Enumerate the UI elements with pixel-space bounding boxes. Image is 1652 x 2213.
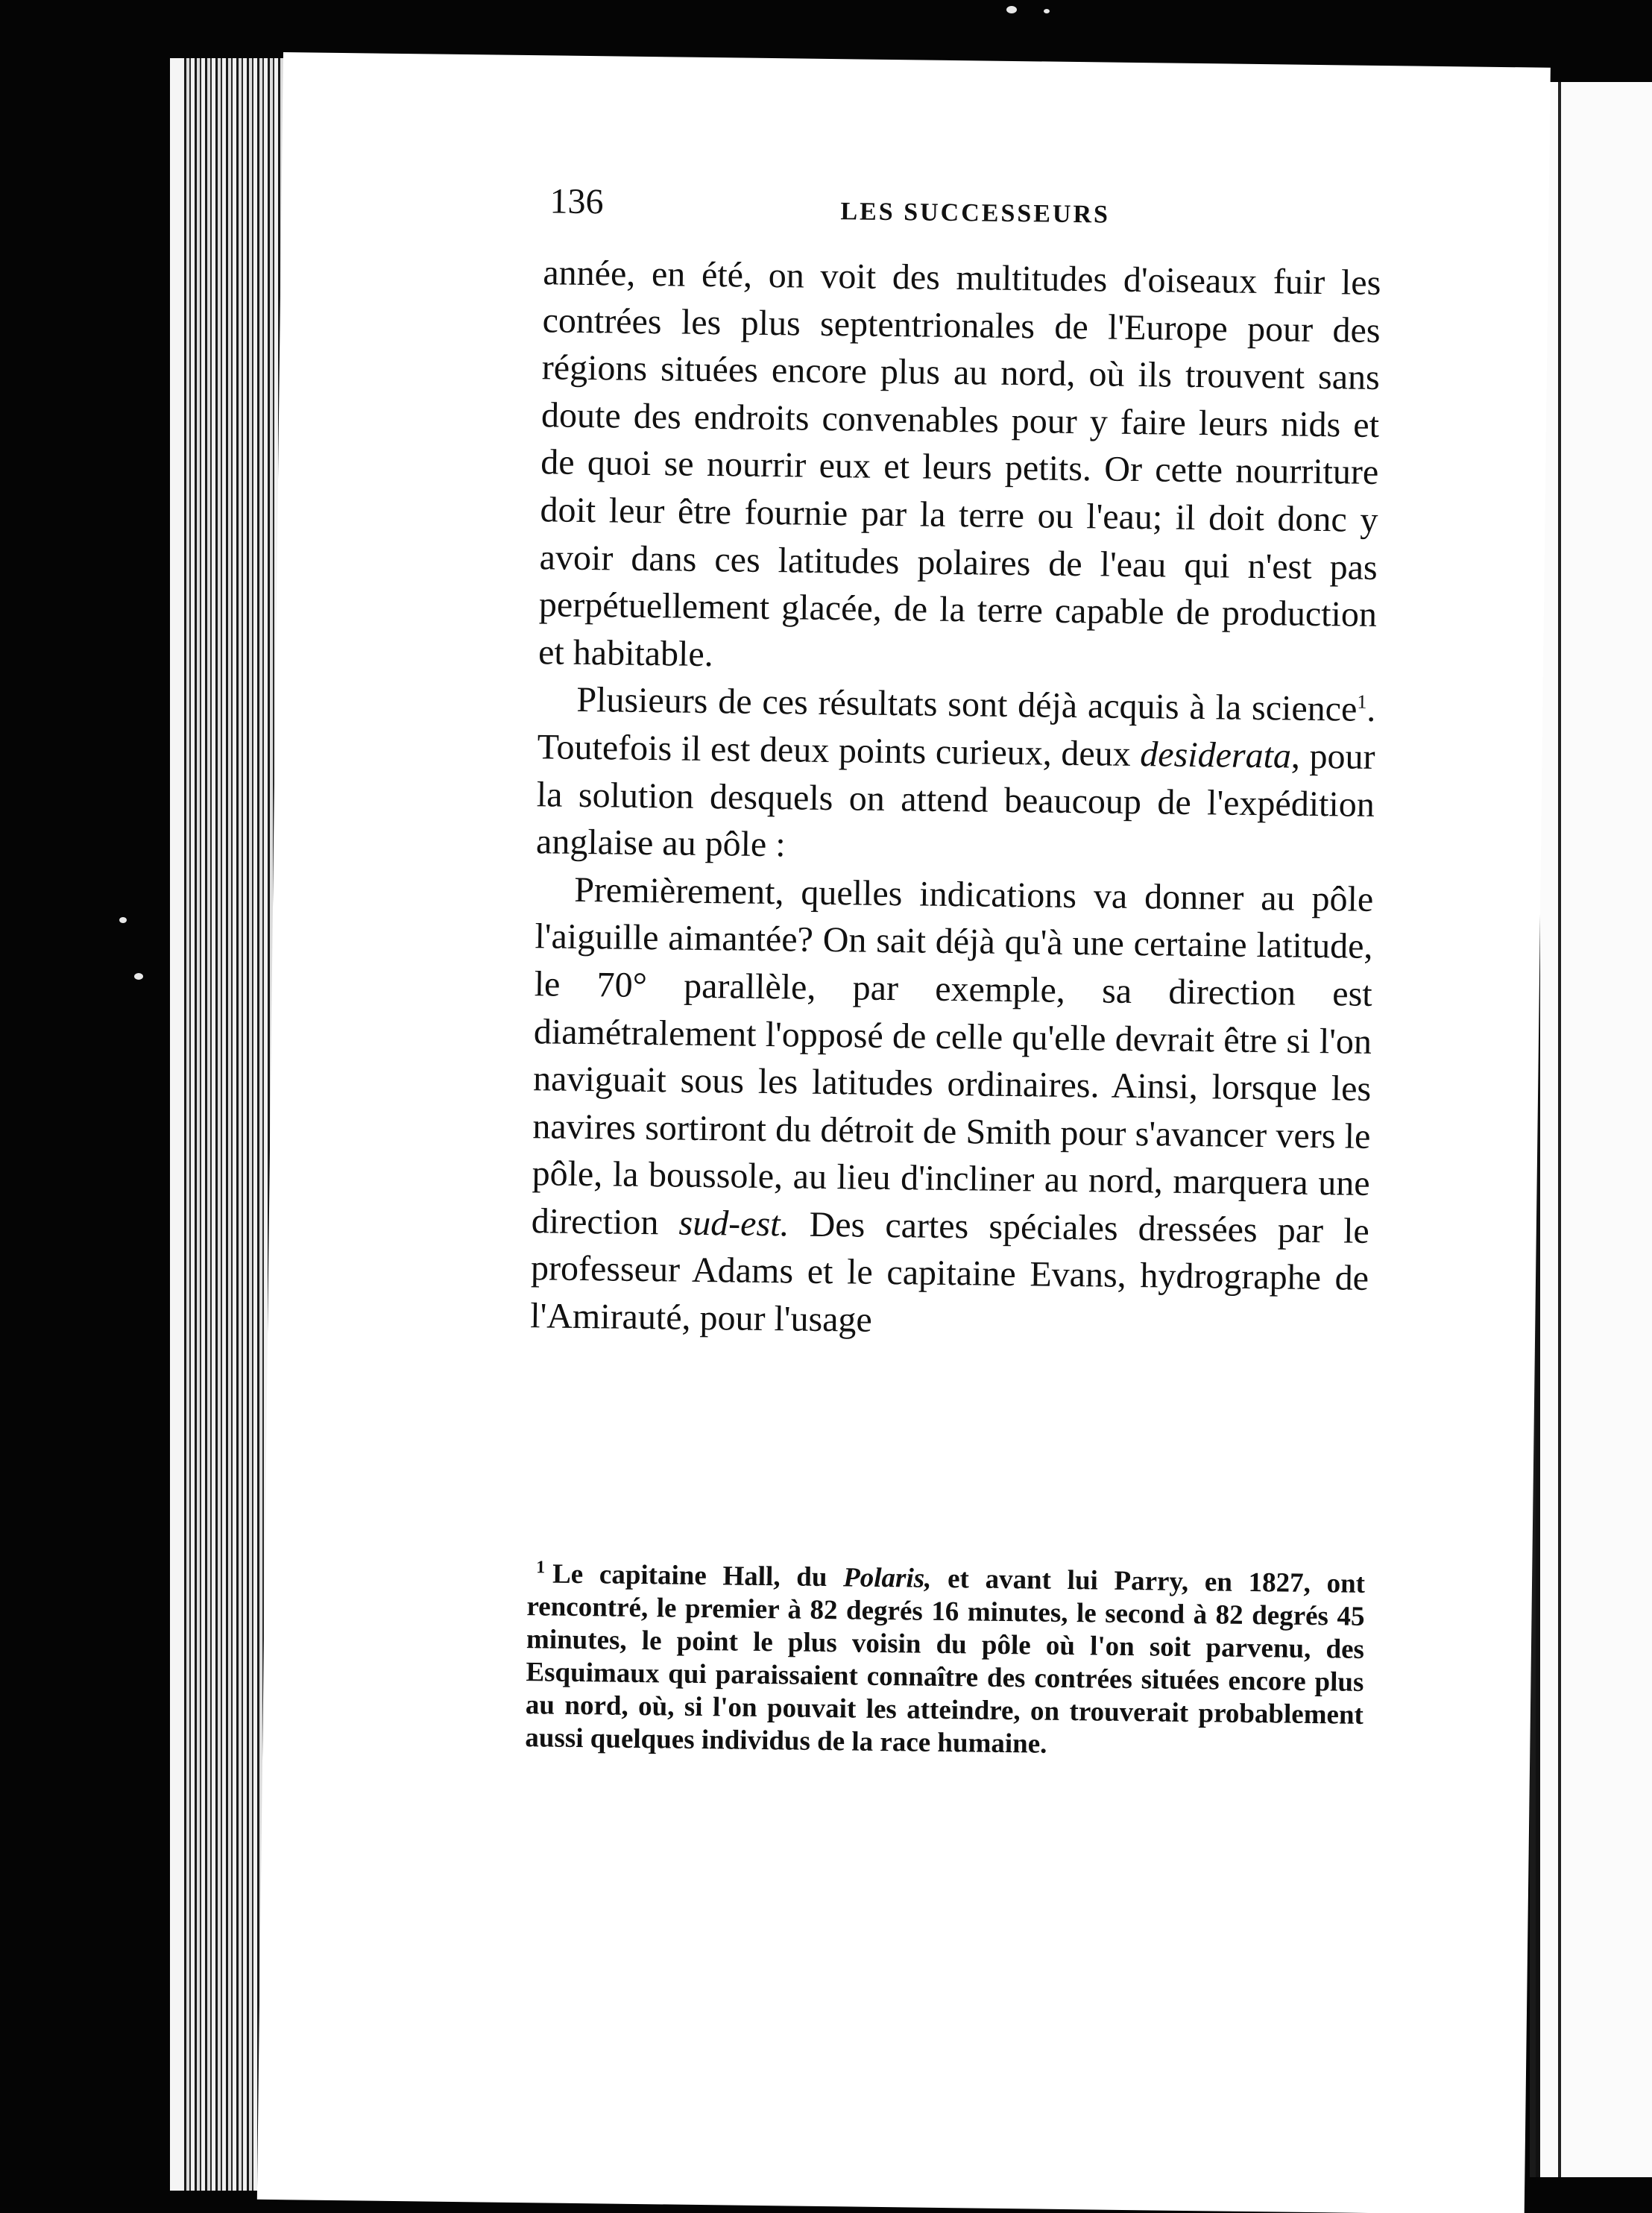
footnotes: [525, 1558, 1365, 1765]
facing-page-border: [1558, 82, 1561, 2177]
paragraph-text: Plusieurs de ces résultats sont déjà acquis à la science: [576, 680, 1358, 730]
footnote: [525, 1558, 1365, 1765]
dust-speck: [1006, 6, 1017, 13]
page-header: [549, 180, 1534, 252]
running-head: LES SUCCESSEURS: [840, 198, 1111, 229]
page-number: 136: [549, 181, 604, 222]
dust-speck: [1044, 9, 1050, 13]
book-page: [257, 52, 1551, 2213]
paragraph-text: Premièrement, quelles indications va donner au pôle l'aiguille aimantée? On sait déjà qu'à une certaine latitude, le 70° parallèle, par exemple, sa direction est diamétralement l'opposé de celle qu'elle devrait être si l'on naviguait sous les latitudes ordinaires. Ainsi, lorsque les navires sortiront du détroit de Smith pour s'avancer vers le pôle, la boussole, au lieu d'incliner au nord, marquera une direction: [531, 869, 1374, 1243]
paragraph-text: année, en été, on voit des multitudes d'oiseaux fuir les contrées les plus septentrionales de l'Europe pour des régions situées encore plus au nord, où ils trouvent sans doute des endroits convenables pour y faire leurs nids et de quoi se nourrir eux et leurs petits. Or cette nourriture doit leur être fournie par la terre ou l'eau; il doit donc y avoir dans ces latitudes polaires de l'eau qui n'est pas perpétuellement glacée, de la terre capable de production et habitable.: [537, 253, 1381, 674]
paragraph-text: Des cartes spéciales dressées par le professeur Adams et le capitaine Evans, hydrographe de l'Amirauté, pour l'usage: [529, 1204, 1370, 1340]
facing-page-edge: [1536, 82, 1652, 2177]
paragraph: [538, 249, 1381, 686]
body-text: [530, 249, 1381, 1350]
dust-speck: [134, 973, 143, 980]
footnote-number: 1: [536, 1557, 546, 1578]
footnote-text: Le capitaine Hall, du: [552, 1558, 844, 1593]
dust-speck: [119, 917, 127, 923]
italic-text: Polaris,: [842, 1562, 932, 1594]
book-edge: [170, 58, 183, 2191]
footnote-reference: 1: [1357, 691, 1367, 714]
paragraph: [530, 866, 1374, 1350]
paragraph-text: , pour la solution desquels on attend beaucoup de l'expédition anglaise au pôle :: [535, 736, 1375, 865]
italic-text: desiderata: [1140, 734, 1292, 776]
paragraph-text: . Toutefois il est deux points curieux, deux: [537, 690, 1376, 775]
paragraph: [536, 676, 1376, 876]
italic-text: sud-est.: [678, 1203, 789, 1244]
footnote-text: et avant lui Parry, en 1827, ont rencontré, le premier à 82 degrés 16 minutes, le second à 82 degrés 45 minutes, le point le plus voisin du pôle où l'on soit parvenu, des Esquimaux qui paraissaient connaître des contrées situées encore plus au nord, où, si l'on pouvait les atteindre, on trouverait probablement aussi quelques individus de la race humaine.: [525, 1563, 1366, 1760]
